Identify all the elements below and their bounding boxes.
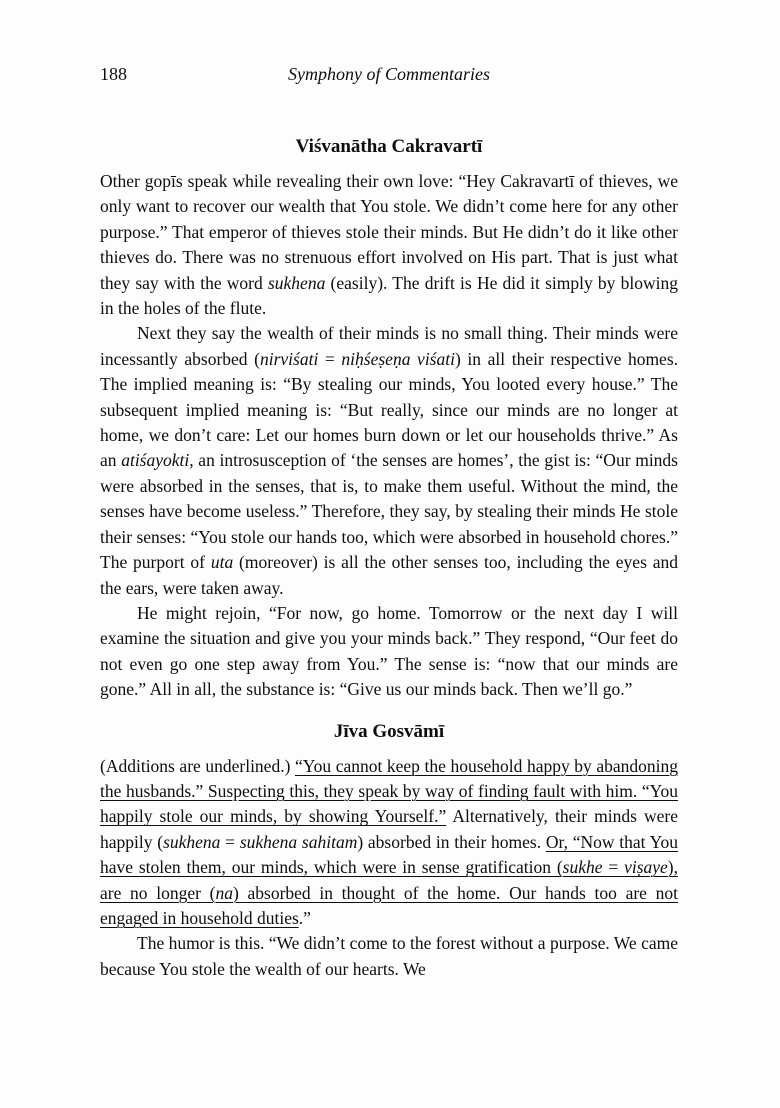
text-segment: The humor is this. “We didn’t come to the forest without a purpose. We came because You stole the wealth of our hearts. We: [100, 933, 678, 979]
section-heading-jiva-gosvami: Jīva Gosvāmī: [333, 720, 445, 742]
text-segment: Next they say the wealth of their minds is no small thing. Their minds were incessantly absorbed (: [100, 323, 678, 369]
text-segment: na: [215, 882, 233, 903]
text-segment: niḥśeṣeṇa viśati: [341, 348, 455, 369]
text-segment: Other gopīs speak while revealing their own love: “Hey Cakravartī of thieves, we only want to recover our wealth that You stole. We didn’t come here for any other purpose.” That emperor of thieves stole their minds. But He didn’t do it like other thieves do. There was no strenuous effort involved on His part. That is just what they say with the word: [100, 171, 678, 293]
text-segment: nirviśati: [259, 348, 319, 369]
text-segment: Or, “Now that You have stolen them, our minds, which were in sense gratification (: [100, 831, 679, 878]
text-segment: sukhena: [163, 831, 221, 852]
text-segment: sukhe: [562, 857, 603, 878]
text-segment: =: [602, 857, 625, 878]
paragraph: [100, 601, 678, 703]
text-segment: sukhena sahitam: [239, 831, 358, 852]
text-segment: ), are no longer (: [100, 857, 678, 903]
paragraph: [100, 754, 678, 932]
page-header: [100, 62, 678, 87]
text-segment: (Additions are underlined.): [100, 755, 295, 776]
text-segment: He might rejoin, “For now, go home. Tomorrow or the next day I will examine the situation and give you your minds back.” They respond, “Our feet do not even go one step away from You.” The sense is: “now that our minds are gone.” All in all, the substance is: “Give us our minds back. Then we’ll go.”: [100, 602, 678, 700]
text-segment: “You cannot keep the household happy by abandoning the husbands.” Suspecting this, they speak by way of finding fault with him. “You happily stole our minds, by showing Yourself.”: [100, 755, 678, 827]
text-segment: uta: [210, 552, 234, 573]
text-segment: viṣaye: [624, 857, 668, 878]
text-segment: atiśayokti,: [121, 450, 194, 471]
text-segment: =: [318, 348, 342, 369]
text-segment: (moreover) is all the other senses too, including the eyes and the ears, were taken away.: [100, 552, 678, 598]
text-segment: .”: [298, 907, 311, 928]
paragraph: [100, 321, 678, 600]
text-segment: sukhena: [267, 272, 326, 293]
section-heading-visvanatha-cakravarti: Viśvanātha Cakravartī: [295, 136, 483, 157]
text-segment: (easily). The drift is He did it simply by blowing in the holes of the flute.: [100, 272, 679, 319]
paragraph: [100, 931, 678, 982]
text-segment: an introsusception of ‘the senses are homes’, the gist is: “Our minds were absorbed in the senses, that is, to make them useful. Without the mind, the senses have become useless.” Therefore, they say, by stealing their minds He stole their senses: “You stole our hands too, which were absorbed in household chores.” The purport of: [100, 450, 678, 573]
running-title: Symphony of Commentaries: [288, 64, 490, 84]
text-segment: =: [220, 831, 240, 852]
text-segment: ) in all their respective homes. The implied meaning is: “By stealing our minds, You looted every house.” The subsequent implied meaning is: “But really, since our minds are no longer at home, we don’t care: Let our homes burn down or let our households thrive.” As an: [100, 348, 679, 471]
text-segment: ) absorbed in their homes.: [357, 831, 546, 852]
paragraph: [100, 169, 678, 321]
text-segment: Alternatively, their minds were happily (: [100, 806, 678, 852]
page-body: [100, 134, 678, 982]
text-segment: ) absorbed in thought of the home. Our hands too are not engaged in household duties: [100, 882, 678, 928]
page-number: 188: [100, 64, 127, 84]
